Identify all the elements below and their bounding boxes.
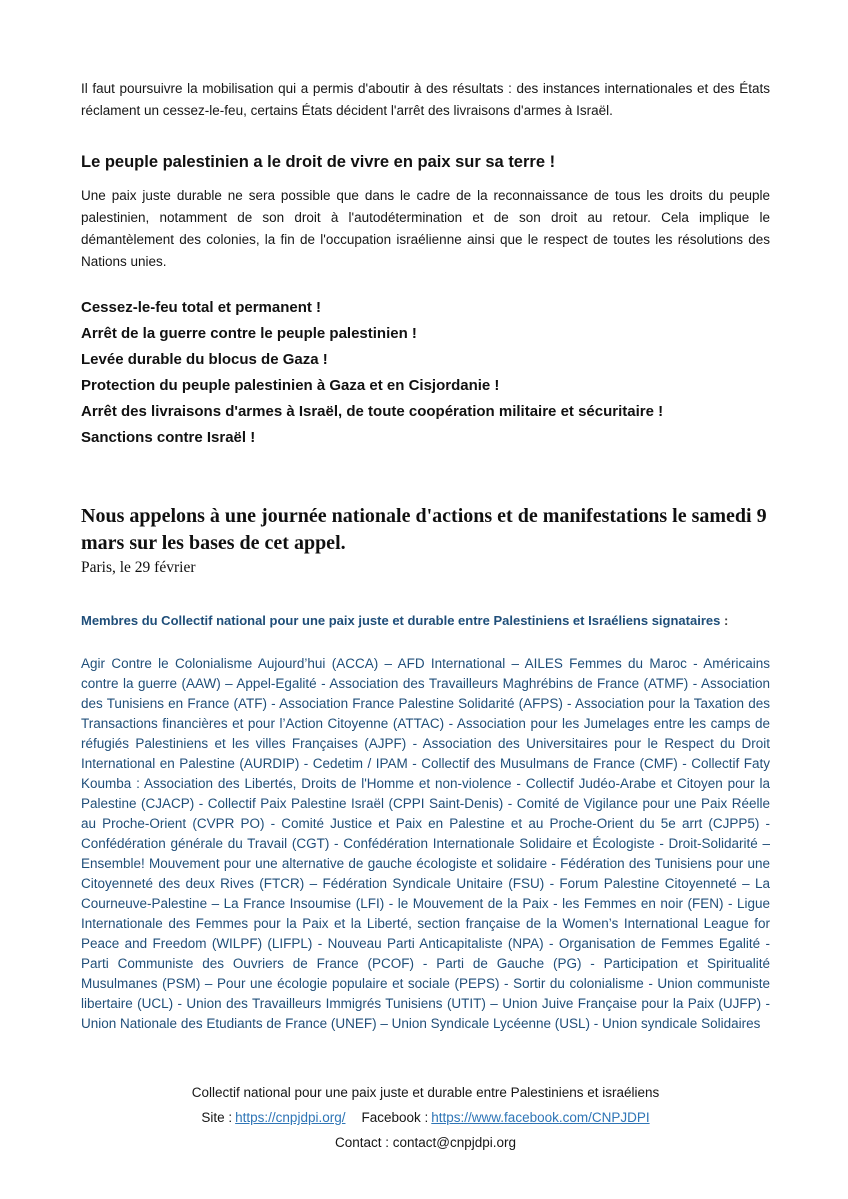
call-to-action-heading: Nous appelons à une journée nationale d'actions et de manifestations le samedi 9 mars sur les bases de cet appel. [81, 505, 767, 554]
demands-list [81, 295, 770, 451]
demand-item: Levée durable du blocus de Gaza ! [81, 351, 328, 368]
headline: Le peuple palestinien a le droit de vivre en paix sur sa terre ! [81, 153, 556, 171]
intro-paragraph: Il faut poursuivre la mobilisation qui a permis d'aboutir à des résultats : des instances internationales et des États réclament un cessez-le-feu, certains États décident l'arrêt des livraisons d'armes à Israël. [81, 81, 770, 118]
signatories-heading-text: Membres du Collectif national pour une paix juste et durable entre Palestiniens et Israéliens signataires [81, 613, 724, 628]
facebook-link[interactable]: https://www.facebook.com/CNPJDPI [431, 1110, 650, 1125]
footer-links-line [81, 1105, 770, 1130]
demand-item: Protection du peuple palestinien à Gaza et en Cisjordanie ! [81, 377, 500, 394]
signatories-heading-colon: : [723, 613, 729, 628]
signatories-list: Agir Contre le Colonialisme Aujourd’hui (ACCA) – AFD International – AILES Femmes du Maroc - Américains contre la guerre (AAW) – Appel-Egalité - Association des Travailleurs Maghrébins de France (ATMF) - Association des Tunisiens en France (ATF) - Association France Palestine Solidarité (AFPS) - Association pour la Taxation des Transactions financières et pour l’Action Citoyenne (ATTAC) - Association pour les Jumelages entre les camps de réfugiés Palestiniens et les villes Françaises (AJPF) - Association des Universitaires pour le Respect du Droit International en Palestine (AURDIP) - Cedetim / IPAM - Collectif des Musulmans de France (CMF) - Collectif Faty Koumba : Association des Libertés, Droits de l'Homme et non-violence - Collectif Judéo-Arabe et Citoyen pour la Palestine (CJACP) - Collectif Paix Palestine Israël (CPPI Saint-Denis) - Comité de Vigilance pour une Paix Réelle au Proche-Orient (CVPR PO) - Comité Justice et Paix en Palestine et au Proche-Orient du 5e arrt (CJPP5) - Confédération générale du Travail (CGT) - Confédération Internationale Solidaire et Écologiste - Droit-Solidarité – Ensemble! Mouvement pour une alternative de gauche écologiste et solidaire - Fédération des Tunisiens pour une Citoyenneté des deux Rives (FTCR) – Fédération Syndicale Unitaire (FSU) - Forum Palestine Citoyenneté – La Courneuve-Palestine – La France Insoumise (LFI) - le Mouvement de la Paix - les Femmes en noir (FEN) - Ligue Internationale des Femmes pour la Paix et la Liberté, section française de la Women’s International League for Peace and Freedom (WILPF) (LIFPL) - Nouveau Parti Anticapitaliste (NPA) - Organisation de Femmes Egalité - Parti Communiste des Ouvriers de France (PCOF) - Parti de Gauche (PG) - Participation et Spiritualité Musulmanes (PSM) – Pour une écologie populaire et sociale (PEPS) - Sortir du colonialisme - Union communiste libertaire (UCL) - Union des Travailleurs Immigrés Tunisiens (UTIT) – Union Juive Française pour la Paix (UJFP) -Union Nationale des Etudiants de France (UNEF) – Union Syndicale Lycéenne (USL) - Union syndicale Solidaires [81, 656, 770, 1031]
footer-org-name: Collectif national pour une paix juste et durable entre Palestiniens et israéliens [191, 1085, 660, 1100]
demand-item: Cessez-le-feu total et permanent ! [81, 299, 322, 316]
site-label: Site : [201, 1110, 233, 1125]
demand-item: Arrêt de la guerre contre le peuple palestinien ! [81, 325, 417, 342]
page-footer [81, 1080, 770, 1155]
facebook-label: Facebook : [361, 1110, 429, 1125]
site-link[interactable]: https://cnpjdpi.org/ [235, 1110, 346, 1125]
peace-paragraph: Une paix juste durable ne sera possible que dans le cadre de la reconnaissance de tous les droits du peuple palestinien, notamment de son droit à l'autodétermination et de son droit au retour. Cela implique le démantèlement des colonies, la fin de l'occupation israélienne ainsi que le respect de toutes les résolutions des Nations unies. [81, 188, 770, 269]
demand-item: Sanctions contre Israël ! [81, 429, 256, 446]
dateline: Paris, le 29 février [81, 559, 196, 576]
demand-item: Arrêt des livraisons d'armes à Israël, de toute coopération militaire et sécuritaire ! [81, 403, 664, 420]
footer-contact-line: Contact : contact@cnpjdpi.org [334, 1135, 517, 1150]
signatories-heading [81, 612, 770, 630]
